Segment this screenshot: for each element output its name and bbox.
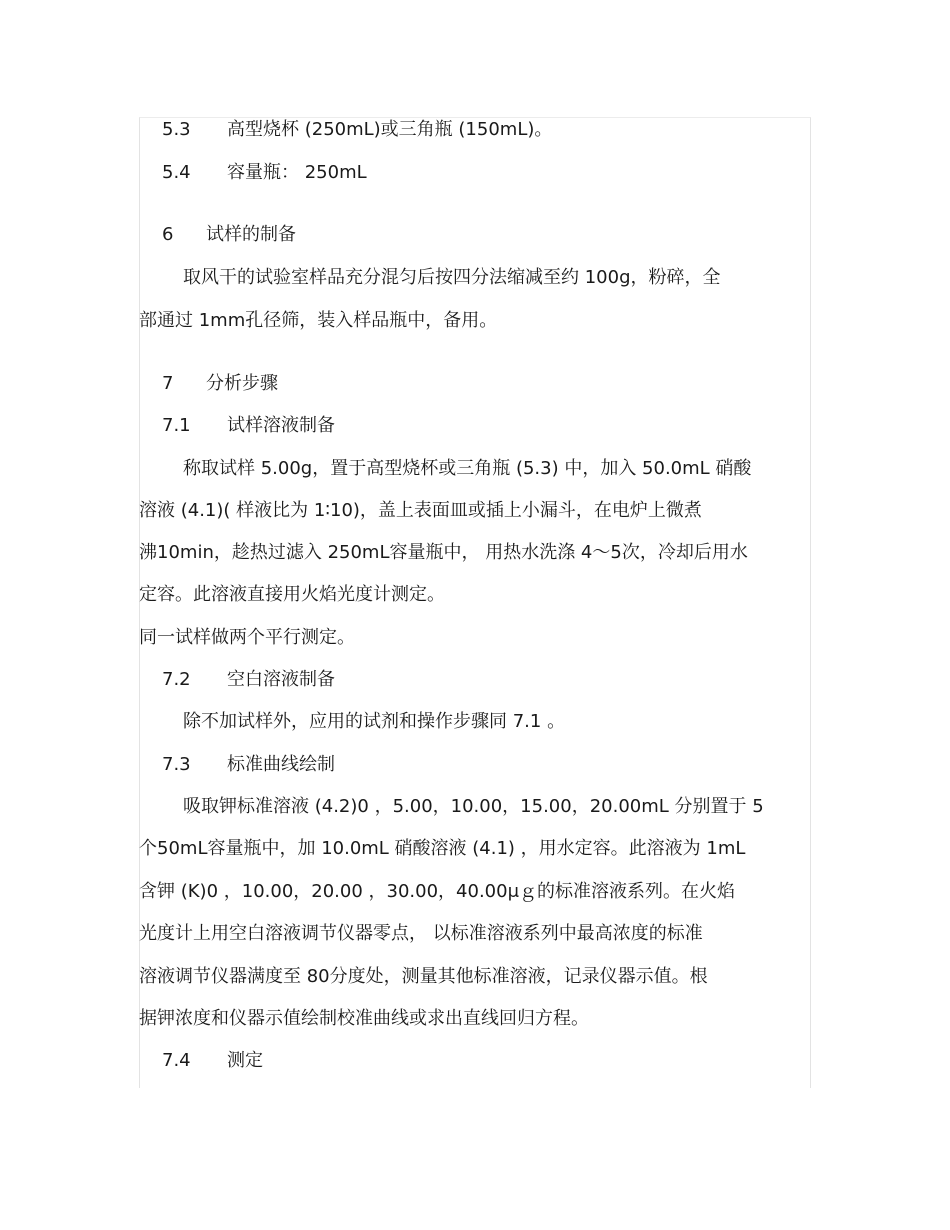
paragraph-line: 含钾 (K)0 ，10.00，20.00 ，30.00，40.00μｇ的标准溶液系列。在火焰 xyxy=(139,881,736,902)
section-title: 分析步骤 xyxy=(206,373,278,394)
paragraph-line: 溶液 (4.1)( 样液比为 1∶10)，盖上表面皿或插上小漏斗，在电炉上微煮 xyxy=(139,500,702,521)
section-title: 试样溶液制备 xyxy=(227,415,335,436)
section-text: 高型烧杯 (250mL)或三角瓶 (150mL)。 xyxy=(227,119,553,140)
section-number: 7.1 xyxy=(162,415,191,436)
section-number: 7.4 xyxy=(162,1050,191,1071)
paragraph-line: 光度计上用空白溶液调节仪器零点， 以标准溶液系列中最高浓度的标准 xyxy=(139,923,703,944)
section-number: 5.3 xyxy=(162,119,191,140)
section-number: 7.3 xyxy=(162,754,191,775)
section-title: 测定 xyxy=(227,1050,263,1071)
section-number: 7 xyxy=(162,373,174,394)
section-text: 容量瓶： 250mL xyxy=(227,162,367,183)
section-number: 7.2 xyxy=(162,669,191,690)
paragraph-line: 称取试样 5.00g，置于高型烧杯或三角瓶 (5.3) 中，加入 50.0mL 硝酸 xyxy=(183,458,752,479)
paragraph-line: 定容。此溶液直接用火焰光度计测定。 xyxy=(139,584,445,605)
section-title: 标准曲线绘制 xyxy=(227,754,335,775)
section-number: 6 xyxy=(162,224,174,245)
section-number: 5.4 xyxy=(162,162,191,183)
section-title: 空白溶液制备 xyxy=(227,669,335,690)
paragraph-line: 溶液调节仪器满度至 80分度处，测量其他标准溶液，记录仪器示值。根 xyxy=(139,966,708,987)
section-title: 试样的制备 xyxy=(206,224,296,245)
paragraph-line: 吸取钾标准溶液 (4.2)0 ，5.00，10.00，15.00，20.00mL 分别置于 5 xyxy=(183,796,764,817)
paragraph-line: 取风干的试验室样品充分混匀后按四分法缩减至约 100g，粉碎，全 xyxy=(183,267,721,288)
paragraph-line: 据钾浓度和仪器示值绘制校准曲线或求出直线回归方程。 xyxy=(139,1008,589,1029)
paragraph-line: 除不加试样外，应用的试剂和操作步骤同 7.1 。 xyxy=(183,711,566,732)
paragraph-line: 部通过 1mm孔径筛，装入样品瓶中，备用。 xyxy=(139,310,498,331)
paragraph-line: 个50mL容量瓶中，加 10.0mL 硝酸溶液 (4.1) ，用水定容。此溶液为 1mL xyxy=(139,838,746,859)
paragraph-line: 同一试样做两个平行测定。 xyxy=(139,627,355,648)
paragraph-line: 沸10min，趁热过滤入 250mL容量瓶中， 用热水洗涤 4～5次，冷却后用水 xyxy=(139,542,748,563)
